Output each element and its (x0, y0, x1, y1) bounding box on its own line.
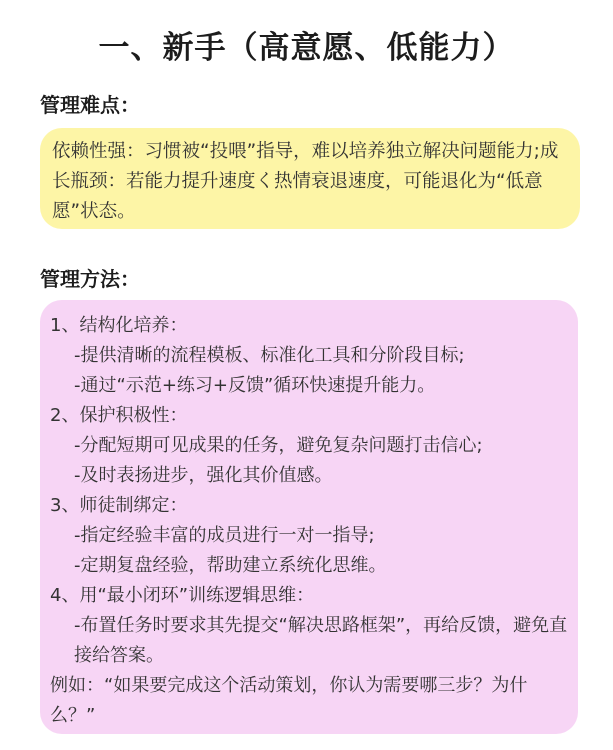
methods-heading: 管理方法： (40, 267, 140, 291)
difficulty-callout (40, 128, 580, 229)
method-1-item-1: -提供清晰的流程模板、标准化工具和分阶段目标; (74, 345, 465, 366)
method-4-item-1: -布置任务时要求其先提交“解决思路框架”，再给反馈，避免直接给答案。 (74, 615, 568, 666)
method-3-title: 3、师徒制绑定： (50, 495, 188, 516)
difficulty-text: 依赖性强：习惯被“投喂”指导，难以培养独立解决问题能力;成长瓶颈：若能力提升速度く热情衰退速度，可能退化为“低意愿”状态。 (52, 141, 559, 222)
method-3-item-2: -定期复盘经验，帮助建立系统化思维。 (74, 555, 387, 576)
example-text: 例如：“如果要完成这个活动策划，你认为需要哪三步？为什么？” (50, 675, 528, 726)
method-1-title: 1、结构化培养： (50, 315, 188, 336)
method-2-item-1: -分配短期可见成果的任务，避免复杂问题打击信心; (74, 435, 483, 456)
difficulty-heading: 管理难点： (40, 93, 140, 117)
page-title: 一、新手（高意愿、低能力） (98, 30, 515, 66)
method-2-item-2: -及时表扬进步，强化其价值感。 (74, 465, 333, 486)
method-4-title: 4、用“最小闭环”训练逻辑思维： (50, 585, 315, 606)
method-3-item-1: -指定经验丰富的成员进行一对一指导; (74, 525, 375, 546)
method-1-item-2: -通过“示范+练习+反馈”循环快速提升能力。 (74, 375, 436, 396)
method-2-title: 2、保护积极性： (50, 405, 188, 426)
methods-callout (40, 300, 578, 734)
